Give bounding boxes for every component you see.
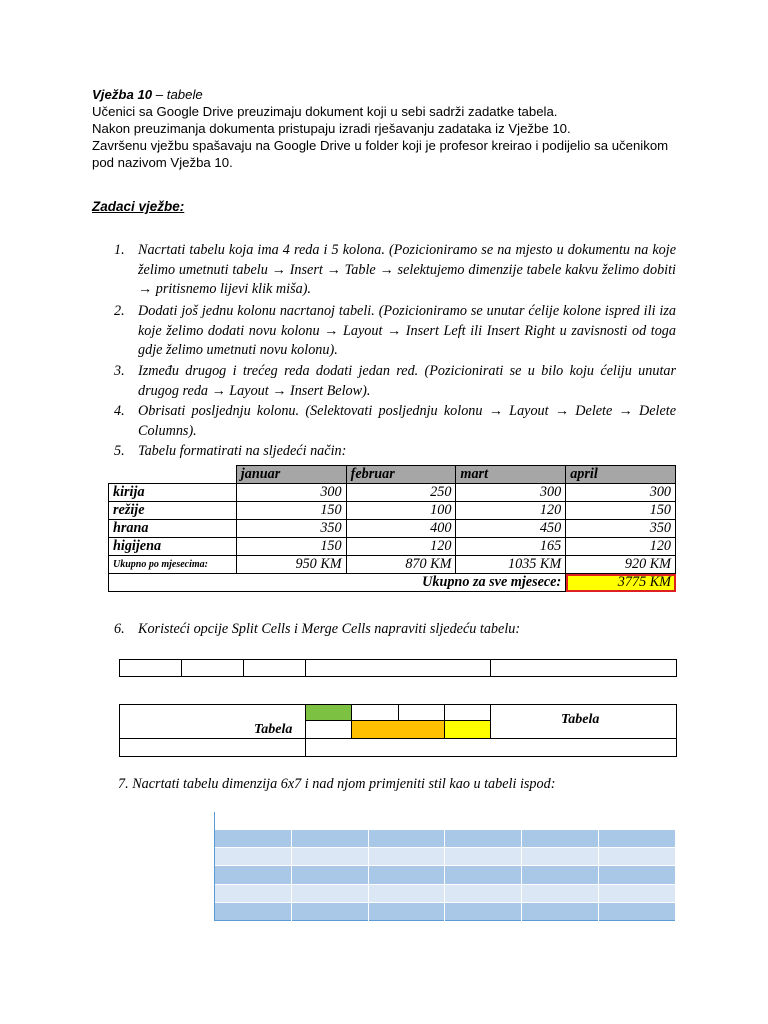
table-cell <box>445 812 522 830</box>
intro-line-3: Završenu vježbu spašavaju na Google Drive u folder koji je profesor kreirao i podijelio sa učenikom pod nazivom Vježba 10. <box>92 138 669 170</box>
cell-divider <box>181 659 182 677</box>
table-cell <box>368 848 445 866</box>
header-cell: april <box>566 466 676 484</box>
table-cell <box>368 830 445 848</box>
table-cell: 350 <box>236 520 346 538</box>
task-text: Između drugog i trećeg reda dodati jedan red. (Pozicionirati se u bilo koju ćeliju unutar drugog reda → Layout → Insert Below). <box>138 363 676 399</box>
table-cell <box>599 848 676 866</box>
table-cell <box>522 884 599 902</box>
table-cell <box>522 848 599 866</box>
table-row <box>215 848 676 866</box>
task-item <box>114 302 676 361</box>
table-cell: 400 <box>346 520 456 538</box>
task-item <box>114 402 676 441</box>
table-cell <box>368 866 445 884</box>
exercise-title-rest: – tabele <box>155 87 203 102</box>
intro-line-2: Nakon preuzimanja dokumenta pristupaju izradi rješavanju zadataka iz Vježbe 10. <box>92 121 571 136</box>
split-cell <box>398 704 445 721</box>
grand-total-label: Ukupno za sve mjesece: <box>109 574 566 592</box>
table-cell: 150 <box>236 502 346 520</box>
header-cell: januar <box>236 466 346 484</box>
task-number: 6. <box>114 621 125 637</box>
grand-total-row <box>109 574 676 592</box>
task-item <box>114 442 676 462</box>
table-cell <box>445 902 522 920</box>
split-cell <box>305 720 352 739</box>
table-cell <box>368 884 445 902</box>
task-item <box>114 241 676 300</box>
table-cell <box>522 830 599 848</box>
green-cell <box>305 704 352 721</box>
table-cell <box>445 884 522 902</box>
table-cell <box>599 866 676 884</box>
table-row <box>215 830 676 848</box>
table-row <box>215 884 676 902</box>
budget-table <box>108 465 676 592</box>
task-item <box>114 362 676 401</box>
cell-divider <box>243 659 244 677</box>
table-cell <box>599 812 676 830</box>
table-cell: 120 <box>566 538 676 556</box>
table-cell <box>368 902 445 920</box>
table-cell <box>291 830 368 848</box>
table-header-row <box>109 466 676 484</box>
tasks-heading: Zadaci vježbe: <box>92 199 185 214</box>
table-cell: 300 <box>236 484 346 502</box>
table-row <box>215 812 676 830</box>
table-row <box>109 538 676 556</box>
yellow-cell <box>444 720 491 739</box>
table-cell <box>215 884 292 902</box>
task-text: Tabelu formatirati na sljedeći način: <box>138 443 347 459</box>
table-cell <box>215 866 292 884</box>
table-cell <box>599 884 676 902</box>
table-cell: 300 <box>456 484 566 502</box>
table-corner-cell <box>109 466 237 484</box>
task-text: 7. Nacrtati tabelu dimenzija 6x7 i nad njom primjeniti stil kao u tabeli ispod: <box>118 776 556 792</box>
totals-label: Ukupno po mjesecima: <box>109 556 237 574</box>
table-cell <box>215 812 292 830</box>
split-cell <box>351 704 399 721</box>
table-cell <box>291 866 368 884</box>
totals-cell: 1035 KM <box>456 556 566 574</box>
table-cell <box>291 884 368 902</box>
table-cell: 300 <box>566 484 676 502</box>
table-cell: 100 <box>346 502 456 520</box>
cell-divider <box>490 659 491 677</box>
totals-row <box>109 556 676 574</box>
table-cell <box>599 830 676 848</box>
cell-divider <box>305 659 306 677</box>
table-cell <box>215 848 292 866</box>
intro-block <box>92 86 692 171</box>
split-row-outline <box>119 659 677 677</box>
table-row <box>215 902 676 920</box>
header-cell: februar <box>346 466 456 484</box>
table-row <box>109 502 676 520</box>
split-cell <box>444 704 491 721</box>
task-text: Nacrtati tabelu koja ima 4 reda i 5 kolona. (Pozicioniramo se na mjesto u dokumentu na koje želimo umetnuti tabelu → Insert → Table → selektujemo dimenzije tabele kakvu želimo dobiti → pritisnemo lijevi klik miša). <box>138 242 676 298</box>
table-cell <box>522 902 599 920</box>
table-cell: 150 <box>566 502 676 520</box>
task-number: 3. <box>114 363 125 379</box>
table-cell <box>522 812 599 830</box>
grand-total-value: 3775 KM <box>566 574 676 592</box>
table-cell: 120 <box>456 502 566 520</box>
intro-line-1: Učenici sa Google Drive preuzimaju dokument koji u sebi sadrži zadatke tabela. <box>92 104 558 119</box>
table-row <box>109 484 676 502</box>
header-cell: mart <box>456 466 566 484</box>
exercise-title-main: Vježba 10 <box>92 87 153 102</box>
row-label: hrana <box>109 520 237 538</box>
table-row <box>109 520 676 538</box>
row-label: kirija <box>109 484 237 502</box>
table-cell <box>522 866 599 884</box>
table-cell: 165 <box>456 538 566 556</box>
table-cell: 120 <box>346 538 456 556</box>
task-item <box>118 775 678 795</box>
table-cell: 450 <box>456 520 566 538</box>
exercise-title <box>92 86 692 103</box>
task-number: 1. <box>114 242 125 258</box>
totals-cell: 920 KM <box>566 556 676 574</box>
task-number: 4. <box>114 403 125 419</box>
task-number: 2. <box>114 303 125 319</box>
table-cell: 250 <box>346 484 456 502</box>
table-cell <box>291 902 368 920</box>
task-text: Koristeći opcije Split Cells i Merge Cells napraviti sljedeću tabelu: <box>138 621 521 637</box>
table-cell <box>599 902 676 920</box>
table-cell: 350 <box>566 520 676 538</box>
task-text: Dodati još jednu kolonu nacrtanoj tabeli. (Pozicioniramo se unutar ćelije kolone ispred ili iza koje želimo dodati novu kolonu → Layout → Insert Left ili Insert Right u zavisnosti od toga gdje želimo umetnuti novu kolonu). <box>138 303 676 359</box>
table-cell <box>445 848 522 866</box>
table-cell <box>215 902 292 920</box>
tabela-label-left: Tabela <box>254 722 293 737</box>
row-label: higijena <box>109 538 237 556</box>
table-cell: 150 <box>236 538 346 556</box>
orange-cell <box>351 720 445 739</box>
styled-table <box>214 811 676 921</box>
totals-cell: 950 KM <box>236 556 346 574</box>
table-cell <box>215 830 292 848</box>
task-number: 5. <box>114 443 125 459</box>
table-cell <box>291 812 368 830</box>
table-row <box>215 866 676 884</box>
table-cell <box>368 812 445 830</box>
totals-cell: 870 KM <box>346 556 456 574</box>
row-label: režije <box>109 502 237 520</box>
table-cell <box>445 866 522 884</box>
table-cell <box>291 848 368 866</box>
task-item <box>114 620 676 640</box>
tabela-label-right: Tabela <box>561 712 600 727</box>
table-cell <box>445 830 522 848</box>
task-text: Obrisati posljednju kolonu. (Selektovati posljednju kolonu → Layout → Delete → Delete Columns). <box>138 403 676 439</box>
